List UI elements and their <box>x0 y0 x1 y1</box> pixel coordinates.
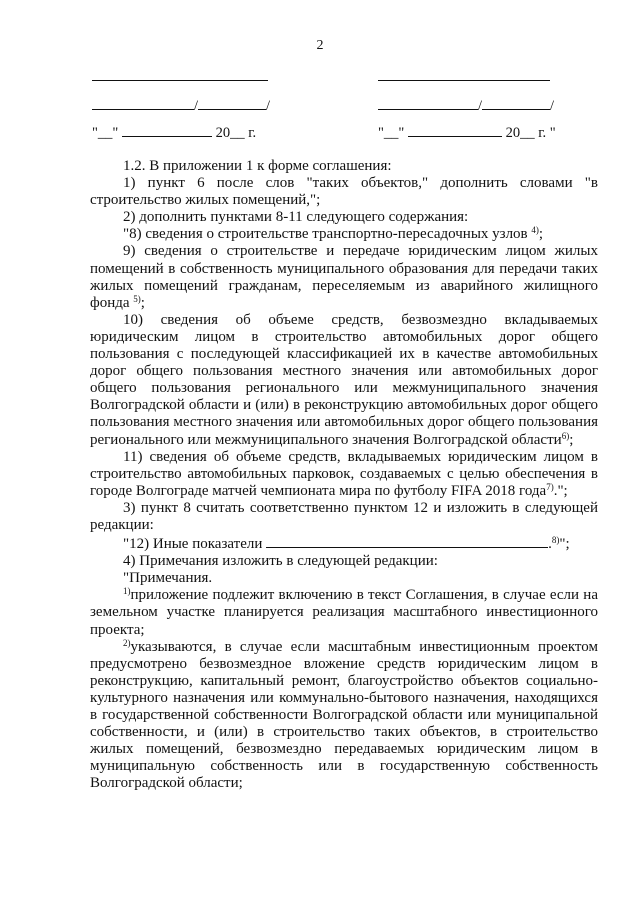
footnote-ref: 7) <box>546 481 554 492</box>
footnote-marker: 2) <box>123 637 131 648</box>
slash: / <box>478 98 483 114</box>
footnote-ref: 4) <box>531 225 539 236</box>
slash: / <box>266 98 271 114</box>
paragraph: "Примечания. <box>123 570 213 587</box>
paragraph: 4) Примечания изложить в следующей редакции: <box>123 553 438 570</box>
right-signature-line <box>378 66 550 86</box>
paragraph: 9) сведения о строительстве и передаче юридическим лицом жилых помещений в собственность муниципального образования для передачи таких жилых помещений гражданам, переселяемым из аварийного жилищного фонда $^{5)}$; <box>90 243 598 311</box>
fill-in-line <box>266 534 548 548</box>
date-day: "__" <box>378 125 405 141</box>
paragraph: 3) пункт 8 считать соответственно пунктом 12 и изложить в следующей редакции: <box>90 499 598 533</box>
paragraph: 10) сведения об объеме средств, безвозмездно вкладываемых юридическим лицом в строительство автомобильных дорог общего пользования с последующей классификацией их в качестве автомобильных дорог общего пользования местного значения или автомобильных дорог общего пользования регионального или межмуниципального значения Волгоградской области и (или) в реконструкцию автомобильных дорог общего пользования местного значения или автомобильных дорог общего пользования регионального или межмуниципального значения Волгоградской области$^{6)}$; <box>90 311 598 448</box>
footnote-marker: 1) <box>123 586 131 597</box>
paragraph: $^{2)}$указываются, в случае если масштабным инвестиционным проектом предусмотрено безвозмездное вложение средств юридическим лицом в реконструкцию, капитальный ремонт, благоустройство объектов социально-культурного назначения или коммунально-бытового назначения, находящихся в государственной собственности Волгоградской области или муниципальной собственности, и (или) в строительство таких объектов, в строительство жилых помещений, безвозмездно передаваемых юридическим лицом в муниципальную собственность или в государственную собственность Волгоградской области; <box>90 637 598 792</box>
slash: / <box>194 98 199 114</box>
left-signature-name-line <box>92 95 270 115</box>
date-day: "__" <box>92 125 119 141</box>
paragraph: "12) Иные показатели .$^{8)}$"; <box>123 535 570 553</box>
left-signature-line <box>92 66 268 86</box>
left-date-line <box>92 122 256 142</box>
date-year: 20__ г. " <box>505 125 556 141</box>
paragraph: 1) пункт 6 после слов "таких объектов," дополнить словами "в строительство жилых помещений,"; <box>90 175 598 209</box>
right-date-line <box>378 122 556 142</box>
footnote-ref: 5) <box>133 293 141 304</box>
paragraph: 1.2. В приложении 1 к форме соглашения: <box>123 158 392 174</box>
paragraph: 11) сведения об объеме средств, вкладываемых юридическим лицом в строительство автомобильных парковок, создаваемых с целью обеспечения в городе Волгограде матчей чемпионата мира по футболу FIFA 2018 года$^{7)}$."; <box>90 448 598 499</box>
footnote-ref: 8) <box>551 535 560 546</box>
document-body <box>90 158 598 792</box>
page-number: 2 <box>316 38 324 53</box>
paragraph: $^{1)}$приложение подлежит включению в текст Соглашения, в случае если на земельном участке планируется реализация масштабного инвестиционного проекта; <box>90 586 598 638</box>
date-year: 20__ г. <box>215 125 257 141</box>
right-signature-name-line <box>378 95 554 115</box>
paragraph: 2) дополнить пунктами 8-11 следующего содержания: <box>123 209 469 226</box>
slash: / <box>550 98 555 114</box>
footnote-ref: 6) <box>561 430 570 441</box>
paragraph: "8) сведения о строительстве транспортно-пересадочных узлов $^{4)}$; <box>123 225 544 243</box>
